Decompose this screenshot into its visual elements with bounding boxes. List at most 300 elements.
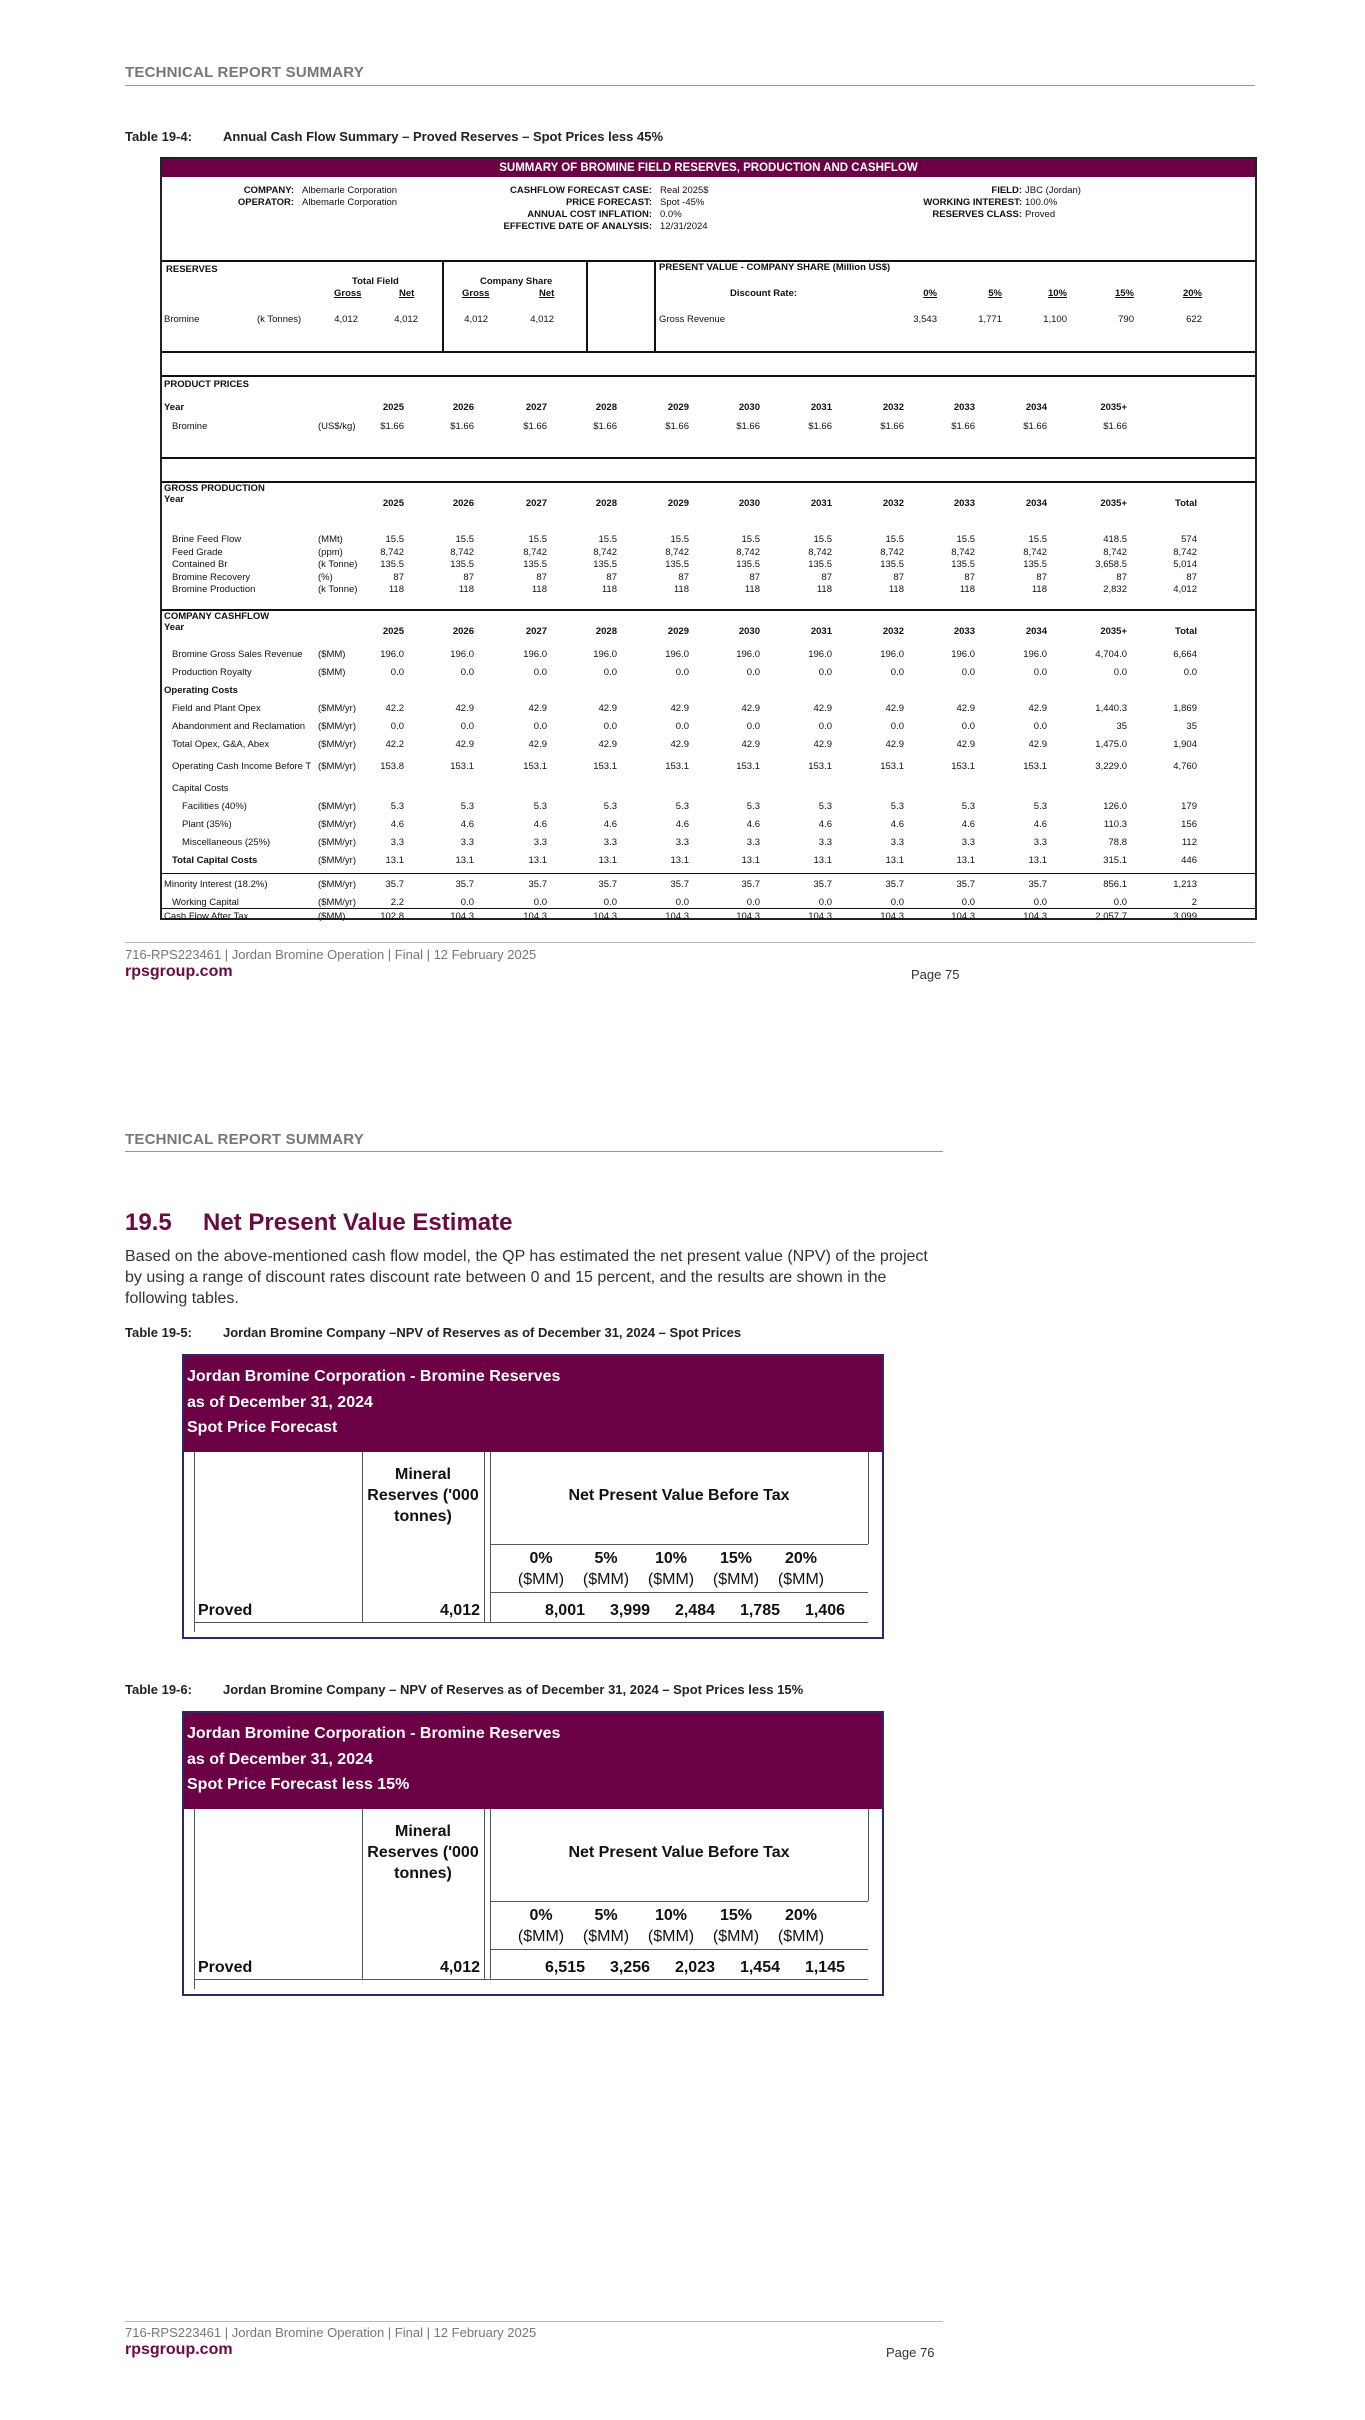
cc-cell: 0.0	[390, 721, 404, 732]
cc-cell: 104.3	[736, 911, 760, 922]
cc-cell: 153.1	[665, 761, 689, 772]
cc-cell: 153.1	[808, 761, 832, 772]
gp-cell: 15.5	[741, 534, 760, 545]
gp-cell: 5,014	[1173, 559, 1197, 570]
gp-cell: 574	[1181, 534, 1197, 545]
cc-cell: 196.0	[736, 649, 760, 660]
divider	[654, 260, 656, 352]
npv-header: Net Present Value Before Tax	[568, 1487, 790, 1504]
gp-cell: 8,742	[523, 547, 547, 558]
gp-cell: 15.5	[455, 534, 474, 545]
npv-table-spot-less-15	[182, 1711, 884, 1996]
cc-cell: 0.0	[460, 897, 474, 908]
cc-cell: 0.0	[961, 897, 975, 908]
cc-year-header: 2027	[525, 626, 547, 637]
row-label: Proved	[198, 1959, 253, 1976]
reserves-unit: (k Tonnes)	[257, 314, 302, 325]
gp-year-header: 2032	[882, 498, 904, 509]
cc-title: COMPANY CASHFLOW	[164, 611, 270, 622]
gp-year-header: 2030	[738, 498, 760, 509]
pv-gross-revenue: 3,543	[913, 314, 937, 325]
cc-cell: 42.9	[455, 703, 474, 714]
gp-cell: 418.5	[1103, 534, 1127, 545]
gp-cell: 87	[893, 572, 904, 583]
cc-cell: 13.1	[741, 855, 760, 866]
npv-title-line: as of December 31, 2024	[187, 1750, 373, 1768]
cc-year-header: 2030	[738, 626, 760, 637]
gp-cell: 8,742	[665, 547, 689, 558]
cc-cell: 5.3	[746, 801, 760, 812]
cc-cell: 0.0	[603, 897, 617, 908]
divider	[586, 260, 588, 352]
cc-year-header: 2025	[382, 626, 404, 637]
cc-cell: 4.6	[818, 819, 832, 830]
gp-year-header: 2026	[452, 498, 474, 509]
npv-value: 1,454	[739, 1959, 780, 1976]
divider	[490, 1452, 491, 1622]
price-year-header: 2030	[738, 402, 760, 413]
cc-cell: 4,704.0	[1095, 649, 1127, 660]
cc-cell: 42.9	[885, 703, 904, 714]
cc-cell: 0.0	[818, 667, 832, 678]
gp-cell: 135.5	[523, 559, 547, 570]
divider	[162, 609, 1255, 611]
gross-revenue-label: Gross Revenue	[659, 314, 726, 325]
cc-cell: 179	[1181, 801, 1197, 812]
unit-label: ($MM)	[777, 1571, 825, 1588]
footer-rule	[125, 942, 1255, 943]
divider	[490, 1901, 868, 1902]
npv-value: 2,484	[674, 1602, 715, 1619]
cc-cell: 196.0	[665, 649, 689, 660]
divider	[484, 1809, 485, 1979]
cc-cell: 4.6	[603, 819, 617, 830]
gp-cell: 118	[744, 584, 760, 595]
cc-cell: 153.1	[1023, 761, 1047, 772]
cc-cell: 0.0	[603, 721, 617, 732]
gp-cell: 118	[959, 584, 975, 595]
divider	[162, 351, 1255, 353]
page-header: TECHNICAL REPORT SUMMARY	[125, 1131, 364, 1148]
cc-row-unit: ($MM/yr)	[318, 721, 356, 732]
page-header: TECHNICAL REPORT SUMMARY	[125, 64, 364, 81]
operator-value: Albemarle Corporation	[302, 197, 398, 208]
page-number: Page 76	[886, 2345, 935, 2360]
gp-cell: 15.5	[385, 534, 404, 545]
gp-year-header: Total	[1175, 498, 1197, 509]
gp-cell: 118	[1031, 584, 1047, 595]
company-value: Albemarle Corporation	[302, 185, 398, 196]
gp-year-label: Year	[164, 494, 185, 505]
npv-header: Net Present Value Before Tax	[568, 1844, 790, 1861]
discount-rate-header: 5%	[594, 1550, 618, 1567]
cc-year-header: 2028	[595, 626, 617, 637]
cashflow-summary-sheet	[160, 157, 1257, 920]
table-title: Annual Cash Flow Summary – Proved Reserves – Spot Prices less 45%	[223, 129, 664, 144]
gp-cell: 8,742	[736, 547, 760, 558]
price-year-header: 2031	[810, 402, 832, 413]
table-caption	[125, 129, 663, 144]
forecast-case-label: CASHFLOW FORECAST CASE:	[510, 185, 652, 196]
cc-cell: 13.1	[885, 855, 904, 866]
divider	[442, 260, 444, 352]
total-field-header: Total Field	[352, 276, 399, 287]
cc-cell: 156	[1181, 819, 1197, 830]
npv-title-line: Jordan Bromine Corporation - Bromine Reserves	[187, 1725, 561, 1742]
cc-cell: 2.2	[390, 897, 404, 908]
gp-row-label: Brine Feed Flow	[172, 534, 242, 545]
gp-cell: 118	[388, 584, 404, 595]
npv-value: 8,001	[544, 1602, 585, 1619]
gp-cell: 15.5	[813, 534, 832, 545]
cc-year-header: 2031	[810, 626, 832, 637]
pv-gross-revenue: 622	[1186, 314, 1202, 325]
cc-cell: 3.3	[961, 837, 975, 848]
cc-cell: 13.1	[598, 855, 617, 866]
gp-cell: 87	[678, 572, 689, 583]
gp-cell: 87	[1116, 572, 1127, 583]
cc-cell: 0.0	[675, 667, 689, 678]
cc-cell: 196.0	[593, 649, 617, 660]
cs-gross-value: 4,012	[464, 314, 488, 325]
cc-cell: 4.6	[675, 819, 689, 830]
pv-rate-header: 0%	[923, 288, 937, 299]
discount-rate-header: 0%	[529, 1550, 553, 1567]
gp-cell: 8,742	[450, 547, 474, 558]
cc-cell: 0.0	[818, 721, 832, 732]
unit-label: ($MM)	[647, 1928, 695, 1945]
cc-cell: 35.7	[813, 879, 832, 890]
cc-cell: 0.0	[603, 667, 617, 678]
cc-row-label: Bromine Gross Sales Revenue	[172, 649, 303, 660]
cc-cell: 5.3	[890, 801, 904, 812]
cc-cell: 35.7	[385, 879, 404, 890]
cc-cell: 3.3	[818, 837, 832, 848]
cc-cell: 446	[1181, 855, 1197, 866]
cc-row-unit: ($MM/yr)	[318, 897, 356, 908]
npv-value: 2,023	[674, 1959, 715, 1976]
cc-cell: 4.6	[1033, 819, 1047, 830]
gp-year-header: 2028	[595, 498, 617, 509]
gp-cell: 4,012	[1173, 584, 1197, 595]
discount-rate-header: 15%	[719, 1550, 753, 1567]
gp-cell: 135.5	[380, 559, 404, 570]
cc-cell: 3.3	[1033, 837, 1047, 848]
unit-label: ($MM)	[712, 1928, 760, 1945]
unit-label: ($MM)	[647, 1571, 695, 1588]
pv-title: PRESENT VALUE - COMPANY SHARE (Million US$)	[659, 262, 891, 273]
gp-row-unit: (k Tonne)	[318, 559, 358, 570]
tf-net-value: 4,012	[394, 314, 418, 325]
divider	[490, 1809, 491, 1979]
cc-year-header: 2034	[1025, 626, 1047, 637]
cc-cell: 42.9	[956, 739, 975, 750]
table-caption	[125, 1325, 741, 1340]
cc-cell: 196.0	[450, 649, 474, 660]
price-forecast-value: Spot -45%	[660, 197, 705, 208]
gp-cell: 15.5	[598, 534, 617, 545]
pv-gross-revenue: 1,100	[1043, 314, 1067, 325]
cc-cell: 35.7	[741, 879, 760, 890]
section-title: Net Present Value Estimate	[203, 1209, 513, 1236]
cc-cell: 5.3	[460, 801, 474, 812]
cc-cell: 35	[1186, 721, 1197, 732]
gp-cell: 87	[606, 572, 617, 583]
discount-rate-header: 10%	[654, 1550, 688, 1567]
cc-cell: 13.1	[670, 855, 689, 866]
cc-cell: 35.7	[956, 879, 975, 890]
cc-cell: 13.1	[455, 855, 474, 866]
price-unit: (US$/kg)	[318, 421, 356, 432]
cc-cell: 42.9	[813, 703, 832, 714]
cc-cell: 0.0	[1033, 897, 1047, 908]
gp-row-unit: (ppm)	[318, 547, 343, 558]
gp-cell: 15.5	[528, 534, 547, 545]
header-rule	[125, 1151, 943, 1152]
gp-cell: 8,742	[880, 547, 904, 558]
price-year-header: 2027	[525, 402, 547, 413]
unit-label: ($MM)	[777, 1928, 825, 1945]
cc-row-label: Facilities (40%)	[182, 801, 247, 812]
row-label: Proved	[198, 1602, 253, 1619]
cc-cell: 0.0	[460, 721, 474, 732]
gp-cell: 118	[531, 584, 547, 595]
cc-cell: 1,904	[1173, 739, 1197, 750]
gp-cell: 15.5	[1028, 534, 1047, 545]
npv-title-line: Spot Price Forecast	[187, 1419, 338, 1436]
discount-rate-header: 20%	[784, 1907, 818, 1924]
price-product: Bromine	[172, 421, 208, 432]
cc-row-unit: ($MM/yr)	[318, 855, 356, 866]
cc-cell: 3.3	[675, 837, 689, 848]
page-number: Page 75	[911, 967, 960, 982]
price-value: $1.66	[665, 421, 689, 432]
cc-cell: 42.2	[385, 739, 404, 750]
pv-rate-header: 15%	[1114, 288, 1134, 299]
gp-year-header: 2031	[810, 498, 832, 509]
cc-cell: 1,440.3	[1095, 703, 1127, 714]
cc-row-label: Total Capital Costs	[172, 855, 258, 866]
cc-cell: 0.0	[890, 667, 904, 678]
cc-cell: 42.2	[385, 703, 404, 714]
divider	[868, 1809, 869, 1901]
cs-net-value: 4,012	[530, 314, 554, 325]
gp-year-header: 2027	[525, 498, 547, 509]
cc-cell: 42.9	[528, 739, 547, 750]
gp-cell: 118	[458, 584, 474, 595]
discount-rate-label: Discount Rate:	[730, 288, 798, 299]
gp-row-unit: (%)	[318, 572, 333, 583]
cc-cell: 153.1	[593, 761, 617, 772]
table-number: Table 19-5:	[125, 1325, 192, 1340]
cc-row-label: Miscellaneous (25%)	[182, 837, 271, 848]
cc-cell: 104.3	[593, 911, 617, 922]
cc-cell: 196.0	[808, 649, 832, 660]
cs-gross-header: Gross	[462, 288, 490, 299]
cc-cell: 42.9	[598, 739, 617, 750]
cc-cell: 0.0	[533, 721, 547, 732]
divider	[194, 1979, 868, 1980]
cc-cell: 196.0	[523, 649, 547, 660]
cc-cell: 5.3	[818, 801, 832, 812]
cc-cell: 110.3	[1103, 819, 1127, 830]
divider	[484, 1452, 485, 1622]
gp-cell: 118	[601, 584, 617, 595]
section-number: 19.5	[125, 1209, 172, 1236]
cc-cell: 13.1	[1028, 855, 1047, 866]
company-label: COMPANY:	[243, 185, 294, 196]
cc-cell: 4.6	[961, 819, 975, 830]
cc-cell: 35.7	[455, 879, 474, 890]
cc-cell: 13.1	[956, 855, 975, 866]
reserves-class-label: RESERVES CLASS:	[932, 209, 1022, 220]
gp-cell: 15.5	[956, 534, 975, 545]
table-title: Jordan Bromine Company –NPV of Reserves as of December 31, 2024 – Spot Prices	[223, 1325, 742, 1340]
price-value: $1.66	[808, 421, 832, 432]
cc-cell: 4.6	[746, 819, 760, 830]
cc-cell: 35.7	[598, 879, 617, 890]
price-value: $1.66	[1023, 421, 1047, 432]
price-year-header: 2029	[667, 402, 689, 413]
cc-cell: 153.1	[951, 761, 975, 772]
pv-rate-header: 20%	[1182, 288, 1202, 299]
cc-cell: 153.1	[450, 761, 474, 772]
gp-cell: 135.5	[593, 559, 617, 570]
tf-net-header: Net	[399, 288, 415, 299]
cc-cell: 153.8	[380, 761, 404, 772]
cc-year-header: 2029	[667, 626, 689, 637]
discount-rate-header: 0%	[529, 1907, 553, 1924]
cc-cell: 0.0	[675, 721, 689, 732]
price-value: $1.66	[593, 421, 617, 432]
cc-cell: 0.0	[460, 667, 474, 678]
mineral-reserves-header: Mineral Reserves ('000 tonnes)	[367, 1466, 479, 1525]
working-interest-label: WORKING INTEREST:	[923, 197, 1022, 208]
gp-cell: 135.5	[665, 559, 689, 570]
divider	[490, 1592, 868, 1593]
divider	[490, 1544, 868, 1545]
cc-cell: 42.9	[813, 739, 832, 750]
price-value: $1.66	[450, 421, 474, 432]
cc-cell: 1,213	[1173, 879, 1197, 890]
cc-cell: 104.3	[808, 911, 832, 922]
footer-text: 716-RPS223461 | Jordan Bromine Operation | Final | 12 February 2025	[125, 2325, 537, 2340]
price-year-header: 2026	[452, 402, 474, 413]
cc-cell: 35.7	[885, 879, 904, 890]
gp-cell: 118	[888, 584, 904, 595]
divider	[194, 1622, 868, 1623]
table-title: Jordan Bromine Company – NPV of Reserves as of December 31, 2024 – Spot Prices less 15%	[223, 1682, 804, 1697]
gp-cell: 15.5	[885, 534, 904, 545]
gp-cell: 87	[463, 572, 474, 583]
gp-cell: 87	[1186, 572, 1197, 583]
price-forecast-label: PRICE FORECAST:	[565, 197, 652, 208]
gp-year-header: 2034	[1025, 498, 1047, 509]
npv-paragraph: Based on the above-mentioned cash flow model, the QP has estimated the net present value (NPV) of the project by using a range of discount rates discount rate between 0 and 15 percent, and the results are shown in the following tables.	[125, 1248, 928, 1307]
cc-cell: 196.0	[880, 649, 904, 660]
pv-gross-revenue: 790	[1118, 314, 1134, 325]
sheet-title: SUMMARY OF BROMINE FIELD RESERVES, PRODUCTION AND CASHFLOW	[162, 159, 1255, 177]
footer-brand: rpsgroup.com	[125, 2341, 233, 2358]
cc-cell: 0.0	[533, 897, 547, 908]
cc-cell: 0.0	[1113, 897, 1127, 908]
cc-row-label: Working Capital	[172, 897, 239, 908]
cc-cell: 3.3	[460, 837, 474, 848]
forecast-case-value: Real 2025$	[660, 185, 709, 196]
divider	[194, 1809, 195, 1989]
cc-cell: 13.1	[813, 855, 832, 866]
footer-brand: rpsgroup.com	[125, 963, 233, 980]
cc-cell: 42.9	[741, 703, 760, 714]
cc-cell: 42.9	[741, 739, 760, 750]
cc-cell: 2,057.7	[1095, 911, 1127, 922]
reserves-value: 4,012	[439, 1959, 480, 1976]
inflation-label: ANNUAL COST INFLATION:	[527, 209, 652, 220]
npv-value: 1,785	[739, 1602, 780, 1619]
cc-cell: 104.3	[665, 911, 689, 922]
price-value: $1.66	[951, 421, 975, 432]
gp-row-unit: (k Tonne)	[318, 584, 358, 595]
cc-cell: 35	[1116, 721, 1127, 732]
reserves-value: 4,012	[439, 1602, 480, 1619]
cc-cell: 4,760	[1173, 761, 1197, 772]
cc-row-label: Total Opex, G&A, Abex	[172, 739, 270, 750]
gp-cell: 8,742	[593, 547, 617, 558]
unit-label: ($MM)	[582, 1928, 630, 1945]
cc-cell: 0.0	[1183, 667, 1197, 678]
reserves-product: Bromine	[164, 314, 200, 325]
gp-cell: 3,658.5	[1095, 559, 1127, 570]
gp-cell: 135.5	[1023, 559, 1047, 570]
price-year-header: 2033	[953, 402, 975, 413]
cc-cell: 13.1	[385, 855, 404, 866]
gp-row-label: Bromine Production	[172, 584, 256, 595]
cc-cell: 2	[1191, 897, 1197, 908]
npv-value: 1,145	[804, 1959, 845, 1976]
cc-cell: 856.1	[1103, 879, 1127, 890]
npv-value: 1,406	[804, 1602, 845, 1619]
cc-row-label: Field and Plant Opex	[172, 703, 261, 714]
cc-row-label: Operating Costs	[164, 685, 238, 696]
npv-title-line: Jordan Bromine Corporation - Bromine Reserves	[187, 1368, 561, 1385]
cc-cell: 126.0	[1103, 801, 1127, 812]
cc-cell: 42.9	[670, 739, 689, 750]
gp-cell: 15.5	[670, 534, 689, 545]
cc-cell: 104.3	[951, 911, 975, 922]
inflation-value: 0.0%	[660, 209, 682, 220]
gp-cell: 87	[964, 572, 975, 583]
working-interest-value: 100.0%	[1025, 197, 1058, 208]
cs-net-header: Net	[539, 288, 555, 299]
divider	[162, 457, 1255, 459]
cc-cell: 1,475.0	[1095, 739, 1127, 750]
gp-cell: 2,832	[1103, 584, 1127, 595]
npv-value: 3,999	[609, 1602, 650, 1619]
gp-cell: 135.5	[880, 559, 904, 570]
company-share-header: Company Share	[480, 276, 553, 287]
effective-date-value: 12/31/2024	[660, 221, 708, 232]
divider	[162, 481, 1255, 483]
cc-cell: 196.0	[951, 649, 975, 660]
cc-row-unit: ($MM/yr)	[318, 819, 356, 830]
cc-cell: 42.9	[528, 703, 547, 714]
cc-row-label: Operating Cash Income Before T	[172, 761, 312, 772]
cc-cell: 104.3	[1023, 911, 1047, 922]
cc-cell: 42.9	[1028, 703, 1047, 714]
gp-year-header: 2025	[382, 498, 404, 509]
pv-gross-revenue: 1,771	[978, 314, 1002, 325]
gp-title: GROSS PRODUCTION	[164, 483, 265, 494]
